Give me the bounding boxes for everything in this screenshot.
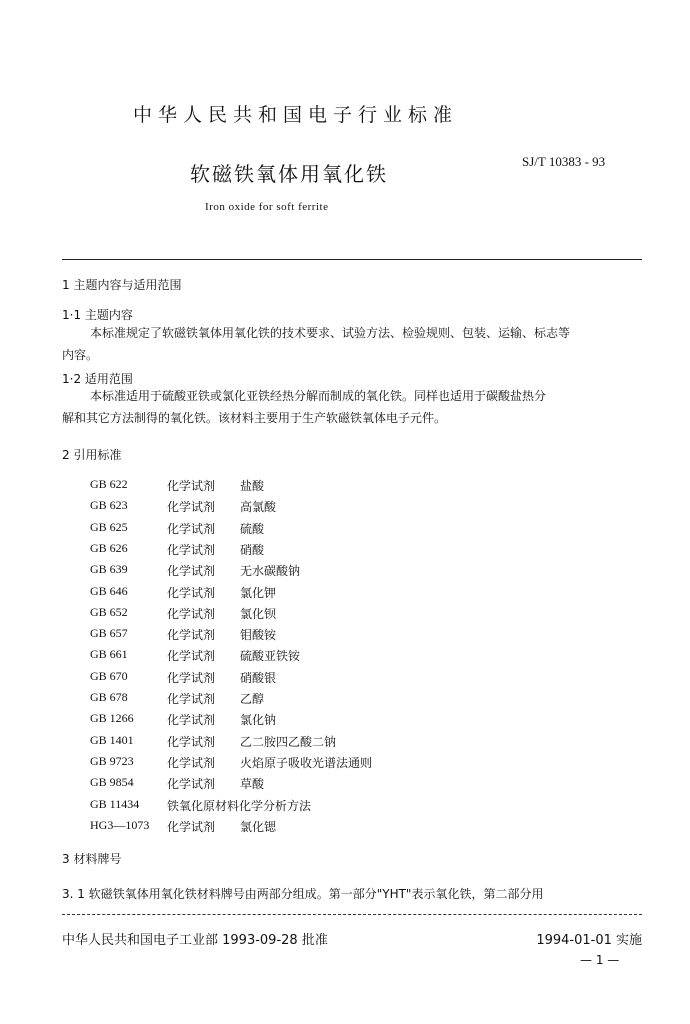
reference-name: 硫酸亚铁铵 — [240, 649, 301, 664]
reference-number: HG3—1073 — [90, 817, 150, 832]
section-3-heading: 3 材料牌号 — [62, 852, 122, 866]
reference-number: GB 622 — [90, 477, 128, 491]
reference-category: 化学试剂 — [167, 521, 216, 536]
reference-number: GB 652 — [90, 604, 128, 619]
reference-name: 硝酸 — [240, 542, 265, 557]
standard-code: SJ/T 10383 - 93 — [522, 154, 606, 169]
reference-number: GB 1401 — [90, 732, 134, 747]
section-1-2-body-line-1: 本标准适用于硫酸亚铁或氯化亚铁经热分解而制成的氧化铁。同样也适用于碳酸盐热分 — [90, 389, 547, 403]
reference-name: 火焰原子吸收光谱法通则 — [240, 755, 373, 770]
reference-category: 化学试剂 — [167, 542, 216, 557]
section-1-1-body-line-1: 本标准规定了软磁铁氧体用氧化铁的技术要求、试验方法、检验规则、包装、运输、标志等 — [90, 326, 571, 340]
footer-rule — [62, 914, 642, 915]
reference-number: GB 9723 — [90, 753, 134, 768]
reference-category: 化学试剂 — [167, 628, 216, 643]
reference-category: 化学试剂 — [167, 734, 216, 749]
section-2-heading: 2 引用标准 — [62, 448, 122, 462]
document-title-english: Iron oxide for soft ferrite — [205, 201, 329, 213]
reference-category: 化学试剂 — [167, 585, 216, 600]
reference-category: 化学试剂 — [167, 777, 216, 792]
reference-number: GB 657 — [90, 626, 128, 641]
reference-category: 铁氧化原材料化学分析方法 — [167, 798, 312, 813]
reference-number: GB 625 — [90, 519, 128, 534]
section-1-heading: 1 主题内容与适用范围 — [62, 278, 182, 292]
reference-category: 化学试剂 — [167, 670, 216, 685]
reference-name: 硫酸 — [240, 521, 265, 536]
reference-name: 乙二胺四乙酸二钠 — [240, 734, 337, 749]
reference-category: 化学试剂 — [167, 500, 216, 515]
reference-number: GB 626 — [90, 540, 128, 555]
reference-number: GB 623 — [90, 498, 128, 513]
reference-name: 高氯酸 — [240, 500, 277, 515]
reference-category: 化学试剂 — [167, 564, 216, 579]
implementation-date: 1994-01-01 实施 — [536, 933, 642, 948]
reference-name: 盐酸 — [240, 479, 265, 493]
approval-line: 中华人民共和国电子工业部 1993-09-28 批准 — [62, 933, 328, 948]
reference-number: GB 9854 — [90, 775, 134, 790]
section-1-1-heading: 1·1 主题内容 — [62, 308, 133, 322]
section-1-2-heading: 1·2 适用范围 — [62, 372, 133, 386]
reference-category: 化学试剂 — [167, 606, 216, 621]
reference-number: GB 678 — [90, 690, 128, 704]
section-1-1-body-line-2: 内容。 — [62, 348, 99, 362]
header-rule — [62, 259, 642, 260]
reference-category: 化学试剂 — [167, 649, 216, 664]
reference-name: 无水碳酸钠 — [240, 564, 301, 579]
reference-name: 硝酸银 — [240, 670, 277, 685]
reference-name: 草酸 — [240, 777, 265, 792]
reference-number: GB 661 — [90, 647, 128, 662]
document-title: 软磁铁氧体用氧化铁 — [190, 162, 388, 186]
reference-number: GB 11434 — [90, 796, 140, 811]
reference-number: GB 639 — [90, 562, 128, 577]
reference-name: 氯化锶 — [240, 819, 277, 834]
page-number: — 1 — — [580, 953, 620, 967]
reference-category: 化学试剂 — [167, 755, 216, 770]
section-1-2-body-line-2: 解和其它方法制得的氧化铁。该材料主要用于生产软磁铁氧体电子元件。 — [62, 411, 447, 425]
reference-number: GB 646 — [90, 583, 128, 598]
reference-number: GB 1266 — [90, 711, 134, 726]
reference-number: GB 670 — [90, 668, 128, 683]
standard-org-header: 中华人民共和国电子行业标准 — [133, 104, 459, 126]
reference-category: 化学试剂 — [167, 819, 216, 834]
reference-name: 钼酸铵 — [240, 628, 277, 643]
reference-category: 化学试剂 — [167, 713, 216, 728]
reference-category: 化学试剂 — [167, 692, 216, 706]
reference-name: 氯化钠 — [240, 713, 277, 728]
section-3-1-text: 3. 1 软磁铁氧体用氧化铁材料牌号由两部分组成。第一部分"YHT"表示氧化铁，第二部分用 — [62, 887, 544, 901]
reference-category: 化学试剂 — [167, 479, 216, 493]
reference-name: 氯化钡 — [240, 606, 277, 621]
reference-name: 氯化钾 — [240, 585, 277, 600]
reference-name: 乙醇 — [240, 692, 265, 706]
